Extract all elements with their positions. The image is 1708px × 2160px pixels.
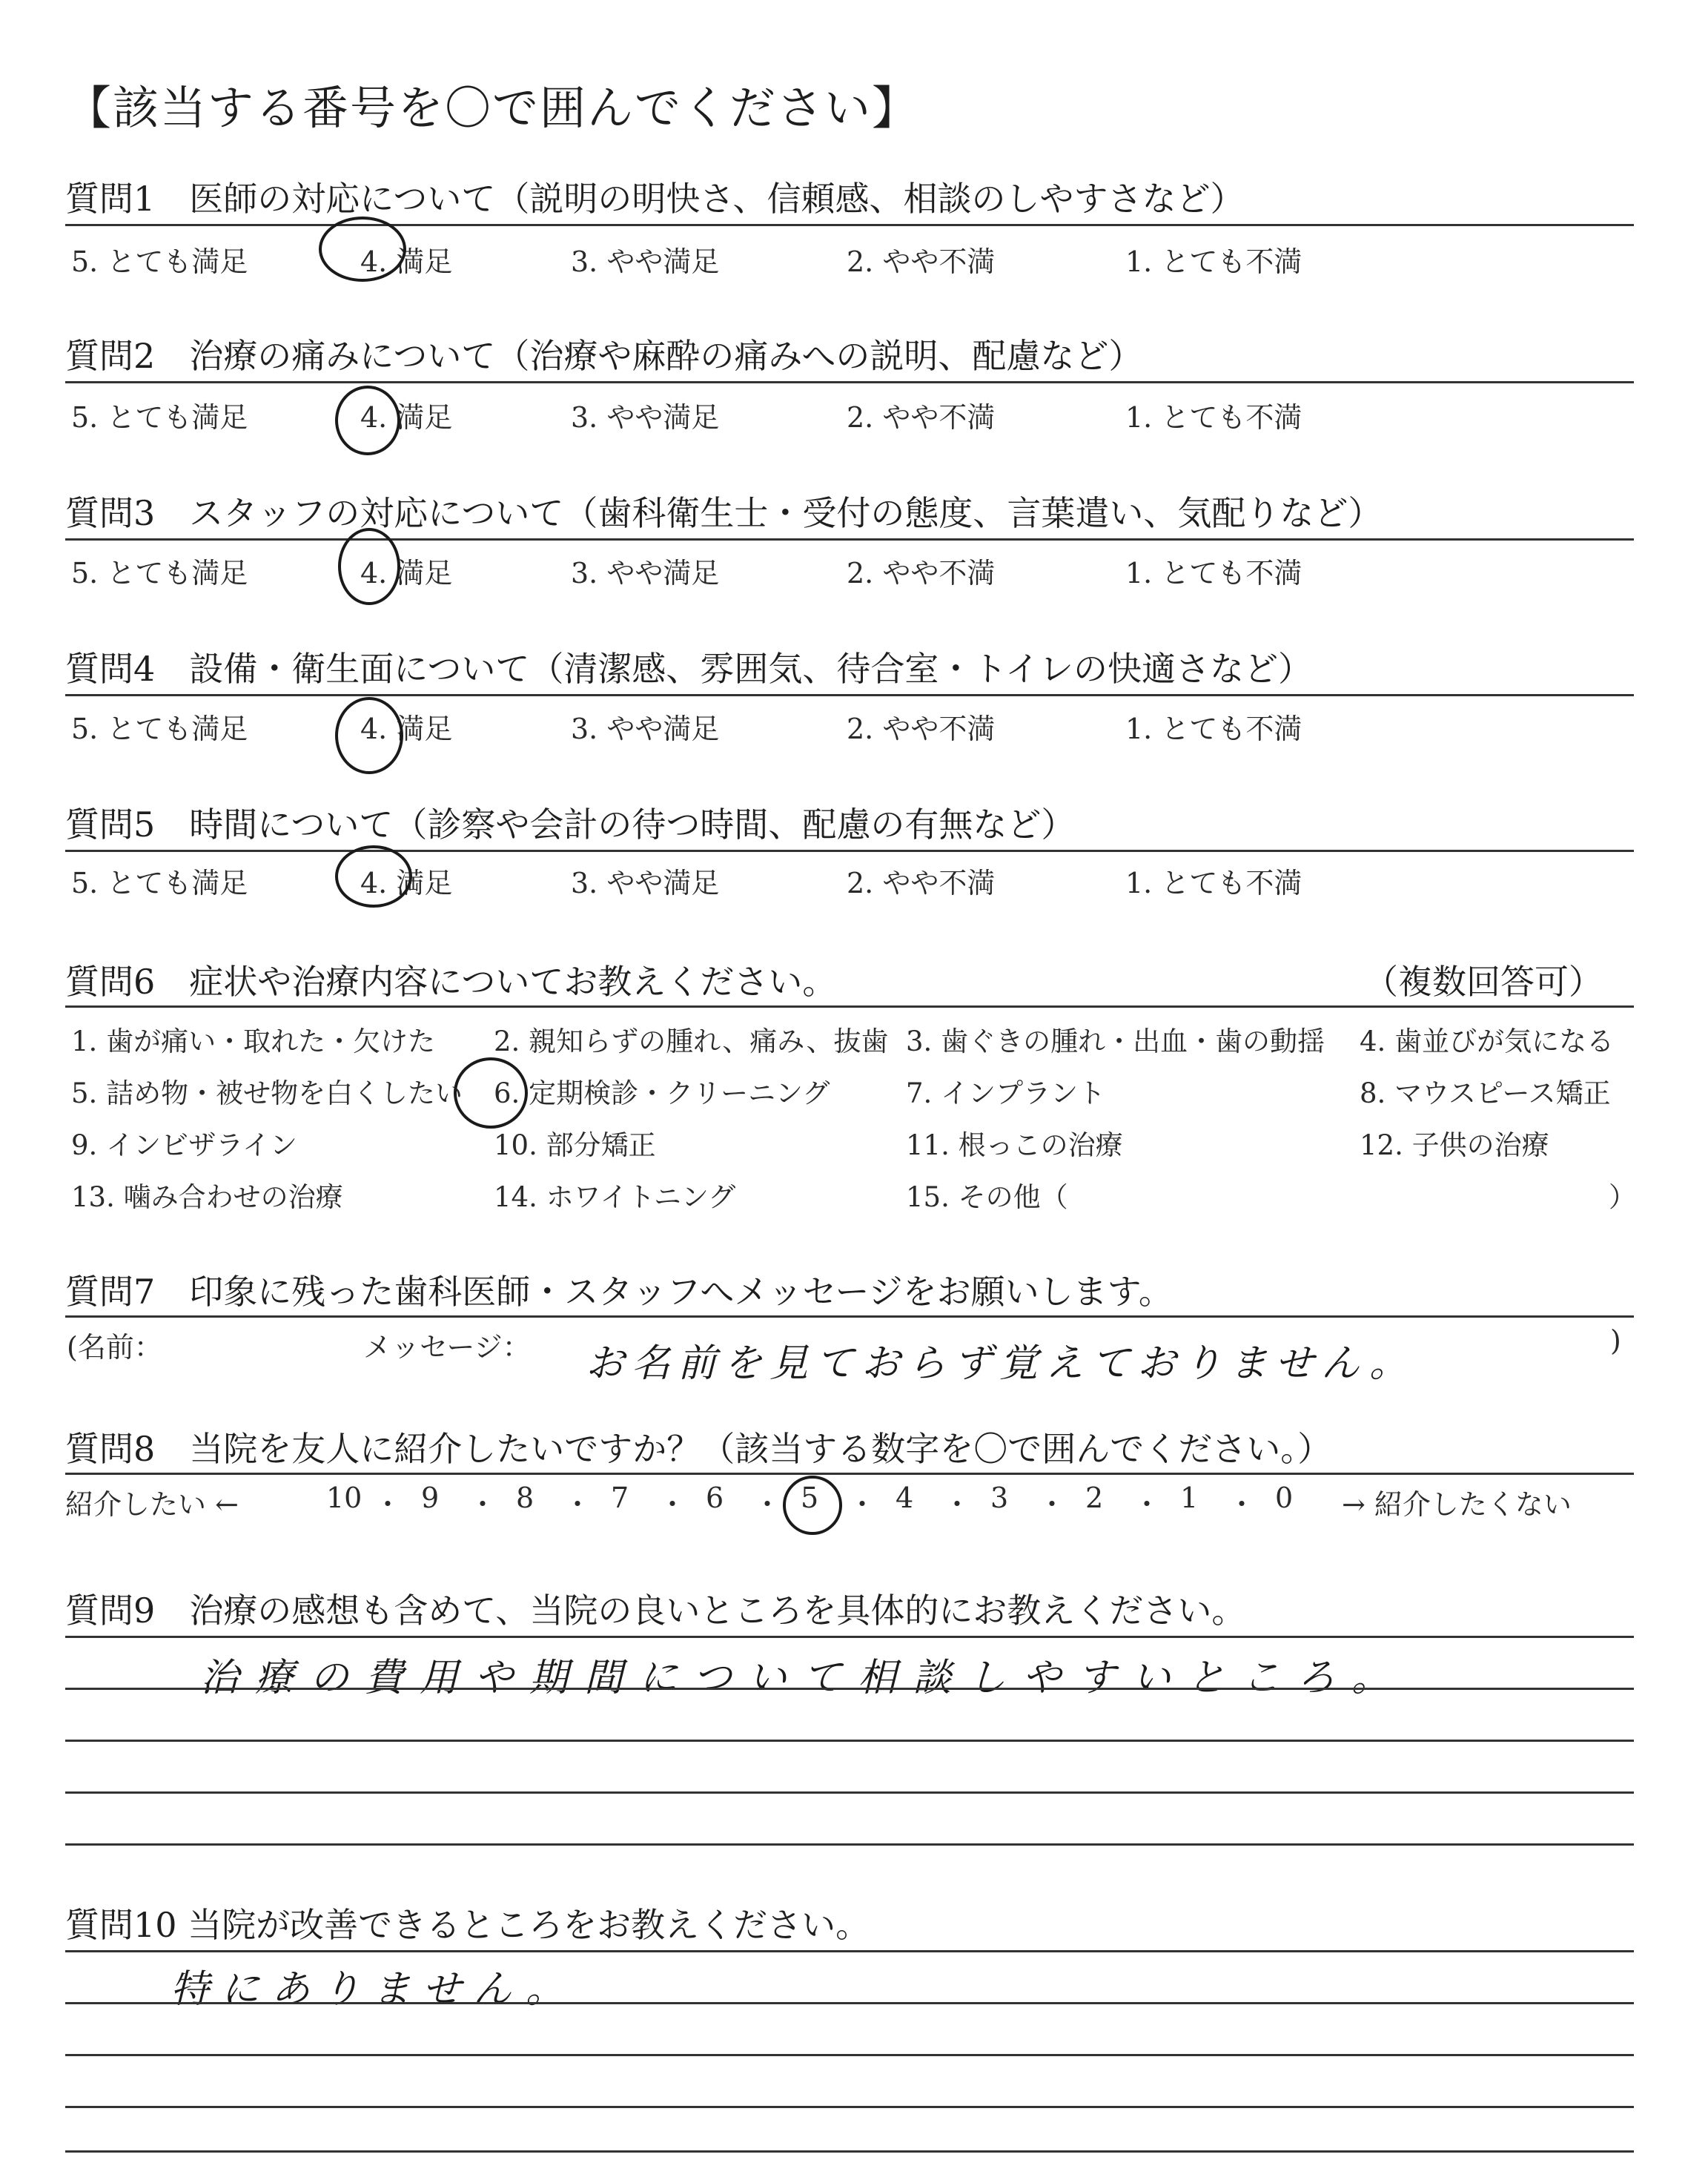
q6-option-15-close: ） (1609, 1181, 1636, 1213)
q4-option-2[interactable]: 2. やや不満 (847, 713, 996, 745)
q4-option-3[interactable]: 3. やや満足 (571, 713, 720, 745)
q8-left-label: 紹介したい ← (65, 1488, 239, 1521)
q9-line-1 (65, 1688, 1634, 1690)
q3-option-4[interactable]: 4. 満足 (360, 557, 453, 589)
q8-selection-circle (783, 1476, 842, 1535)
q9-answer-text: 治療の費用や期間について相談しやすいところ。 (200, 1656, 1406, 1700)
q1-option-5[interactable]: 5. とても満足 (71, 245, 248, 278)
question-6-rule (65, 1005, 1634, 1008)
q4-option-5[interactable]: 5. とても満足 (71, 713, 248, 745)
question-1-rule (65, 224, 1634, 226)
q2-option-4[interactable]: 4. 満足 (360, 401, 453, 434)
q6-option-9[interactable]: 9. インビザライン (71, 1129, 297, 1161)
q9-line-2 (65, 1740, 1634, 1742)
q8-scale-8[interactable]: 8 (516, 1482, 534, 1514)
q7-close-paren: ) (1610, 1324, 1621, 1357)
q8-scale-separator: ・ (1038, 1488, 1067, 1521)
q1-selection-circle (319, 217, 406, 282)
q6-option-12[interactable]: 12. 子供の治療 (1360, 1129, 1549, 1161)
q2-option-3[interactable]: 3. やや満足 (571, 401, 720, 434)
q2-selection-circle (335, 386, 400, 455)
question-3-rule (65, 538, 1634, 541)
q8-scale-9[interactable]: 9 (421, 1482, 440, 1514)
q6-option-3[interactable]: 3. 歯ぐきの腫れ・出血・歯の動揺 (906, 1025, 1325, 1057)
q6-option-13[interactable]: 13. 噛み合わせの治療 (71, 1181, 343, 1213)
q8-scale-separator: ・ (658, 1488, 687, 1521)
q8-scale-separator: ・ (753, 1488, 782, 1521)
q4-option-1[interactable]: 1. とても不満 (1125, 713, 1302, 745)
q4-selection-circle (335, 697, 403, 774)
q3-option-1[interactable]: 1. とても不満 (1125, 557, 1302, 589)
q8-scale-2[interactable]: 2 (1085, 1482, 1104, 1514)
q6-option-14[interactable]: 14. ホワイトニング (494, 1181, 736, 1213)
q8-scale-separator: ・ (943, 1488, 972, 1521)
q5-selection-circle (335, 845, 412, 908)
q2-option-5[interactable]: 5. とても満足 (71, 401, 248, 434)
q6-option-10[interactable]: 10. 部分矯正 (494, 1129, 656, 1161)
q10-line-3 (65, 2106, 1634, 2108)
q3-option-5[interactable]: 5. とても満足 (71, 557, 248, 589)
q6-option-4[interactable]: 4. 歯並びが気になる (1360, 1025, 1615, 1057)
question-3-title: 質問3 スタッフの対応について（歯科衛生士・受付の態度、言葉遣い、気配りなど） (65, 493, 1383, 533)
q7-message-text: お名前を見ておらず覚えておりません。 (586, 1341, 1416, 1386)
q10-line-2 (65, 2054, 1634, 2056)
q5-option-4[interactable]: 4. 満足 (360, 867, 453, 899)
question-6-note: （複数回答可） (1364, 962, 1603, 1002)
q8-scale-separator: ・ (848, 1488, 877, 1521)
question-4-rule (65, 694, 1634, 696)
q6-option-11[interactable]: 11. 根っこの治療 (906, 1129, 1123, 1161)
question-7-title: 質問7 印象に残った歯科医師・スタッフへメッセージをお願いします。 (65, 1272, 1173, 1312)
q6-option-1[interactable]: 1. 歯が痛い・取れた・欠けた (71, 1025, 436, 1057)
question-8-rule (65, 1473, 1634, 1475)
question-8-title: 質問8 当院を友人に紹介したいですか？（該当する数字を〇で囲んでください。） (65, 1429, 1332, 1469)
q5-option-5[interactable]: 5. とても満足 (71, 867, 248, 899)
q1-option-2[interactable]: 2. やや不満 (847, 245, 996, 278)
q6-option-15[interactable]: 15. その他（ (906, 1181, 1068, 1213)
q2-option-2[interactable]: 2. やや不満 (847, 401, 996, 434)
q8-scale-6[interactable]: 6 (706, 1482, 724, 1514)
q10-answer-text: 特にありません。 (171, 1967, 577, 2012)
q6-option-6[interactable]: 6. 定期検診・クリーニング (494, 1077, 830, 1109)
q4-option-4[interactable]: 4. 満足 (360, 713, 453, 745)
q9-line-3 (65, 1791, 1634, 1794)
q6-option-2[interactable]: 2. 親知らずの腫れ、痛み、抜歯 (494, 1025, 889, 1057)
q1-option-1[interactable]: 1. とても不満 (1125, 245, 1302, 278)
q1-option-4[interactable]: 4. 満足 (360, 245, 453, 278)
q8-scale-5[interactable]: 5 (801, 1482, 819, 1514)
question-9-title: 質問9 治療の感想も含めて、当院の良いところを具体的にお教えください。 (65, 1591, 1246, 1631)
q5-option-2[interactable]: 2. やや不満 (847, 867, 996, 899)
q2-option-1[interactable]: 1. とても不満 (1125, 401, 1302, 434)
question-5-rule (65, 850, 1634, 852)
question-10-title: 質問10 当院が改善できるところをお教えください。 (65, 1905, 870, 1945)
q6-option-5[interactable]: 5. 詰め物・被せ物を白くしたい (71, 1077, 463, 1109)
question-6-title: 質問6 症状や治療内容についてお教えください。 (65, 962, 837, 1002)
question-2-rule (65, 381, 1634, 383)
q8-scale-4[interactable]: 4 (896, 1482, 914, 1514)
q3-option-2[interactable]: 2. やや不満 (847, 557, 996, 589)
q8-scale-1[interactable]: 1 (1180, 1482, 1199, 1514)
q6-option-7[interactable]: 7. インプラント (906, 1077, 1106, 1109)
q8-scale-separator: ・ (469, 1488, 497, 1521)
q8-right-label: → 紹介したくない (1342, 1488, 1572, 1521)
question-2-title: 質問2 治療の痛みについて（治療や麻酔の痛みへの説明、配慮など） (65, 336, 1143, 376)
q8-scale-separator: ・ (563, 1488, 592, 1521)
q3-option-3[interactable]: 3. やや満足 (571, 557, 720, 589)
q8-scale-3[interactable]: 3 (990, 1482, 1009, 1514)
question-7-rule (65, 1315, 1634, 1318)
q8-scale-separator: ・ (374, 1488, 403, 1521)
q8-scale-separator: ・ (1228, 1488, 1257, 1521)
q6-option-8[interactable]: 8. マウスピース矯正 (1360, 1077, 1611, 1109)
question-5-title: 質問5 時間について（診察や会計の待つ時間、配慮の有無など） (65, 805, 1076, 845)
question-10-rule-0 (65, 1950, 1634, 1952)
q10-line-1 (65, 2002, 1634, 2004)
q8-scale-7[interactable]: 7 (611, 1482, 629, 1514)
q8-scale-separator: ・ (1133, 1488, 1162, 1521)
q5-option-1[interactable]: 1. とても不満 (1125, 867, 1302, 899)
q8-scale-0[interactable]: 0 (1275, 1482, 1294, 1514)
q10-line-4 (65, 2150, 1634, 2153)
q1-option-3[interactable]: 3. やや満足 (571, 245, 720, 278)
q8-scale-10[interactable]: 10 (326, 1482, 363, 1514)
q9-line-4 (65, 1843, 1634, 1846)
q7-message-label: メッセージ： (363, 1331, 531, 1364)
q6-selection-circle (454, 1057, 528, 1129)
q7-name-label: (名前： (67, 1331, 162, 1364)
question-4-title: 質問4 設備・衛生面について（清潔感、雰囲気、待合室・トイレの快適さなど） (65, 649, 1313, 689)
q3-selection-circle (338, 528, 400, 605)
form-title: 【該当する番号を〇で囲んでください】 (65, 81, 920, 135)
question-9-rule-0 (65, 1636, 1634, 1638)
question-1-title: 質問1 医師の対応について（説明の明快さ、信頼感、相談のしやすさなど） (65, 179, 1245, 219)
q5-option-3[interactable]: 3. やや満足 (571, 867, 720, 899)
